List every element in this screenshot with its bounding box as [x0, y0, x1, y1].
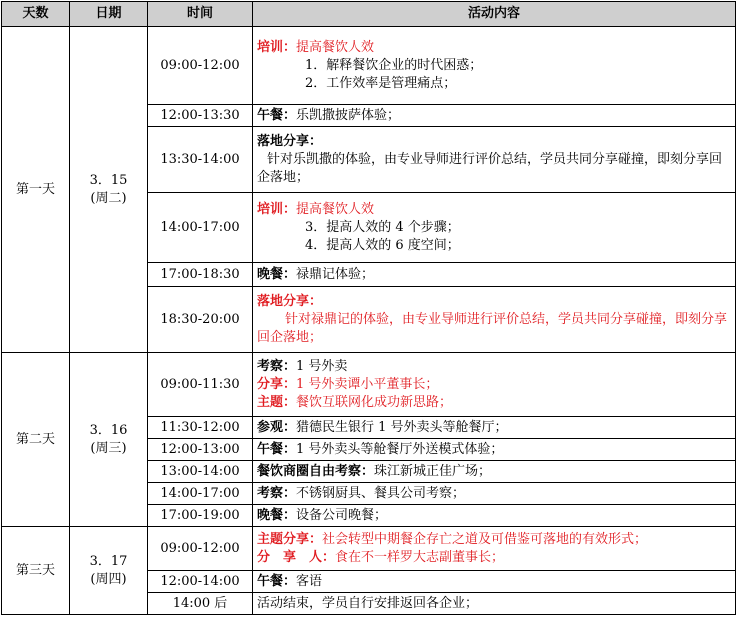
activity-label: 晚餐：: [257, 507, 297, 523]
activity-text: 珠江新城正佳广场；: [374, 463, 492, 479]
weekday-text: (周二): [90, 190, 127, 206]
day-cell: 第三天: [2, 527, 70, 615]
activity-cell: [253, 461, 736, 483]
time-cell: 09:00-12:00: [148, 527, 253, 571]
activity-cell: [253, 287, 736, 353]
activity-cell: [253, 439, 736, 461]
date-text: 3．15: [89, 172, 128, 188]
activity-cell: [253, 105, 736, 127]
time-cell: 11:30-12:00: [148, 417, 253, 439]
time-cell: 13:30-14:00: [148, 127, 253, 193]
table-row: [2, 527, 736, 571]
header-date: 日期: [70, 2, 148, 27]
weekday-text: (周三): [90, 440, 127, 456]
time-cell: 12:00-14:00: [148, 571, 253, 593]
time-cell: 17:00-19:00: [148, 505, 253, 527]
activity-cell: [253, 193, 736, 263]
activity-label: 培训：: [257, 201, 297, 217]
activity-label: 落地分享：: [257, 133, 323, 149]
time-cell: 13:00-14:00: [148, 461, 253, 483]
activity-line: 针对禄鼎记的体验，由专业导师进行评价总结，学员共同分享碰撞，即刻分享回企落地；: [257, 311, 728, 345]
date-cell: [70, 27, 148, 353]
header-time: 时间: [148, 2, 253, 27]
activity-label: 培训：: [257, 39, 297, 55]
time-cell: 09:00-11:30: [148, 353, 253, 417]
activity-line: 1．解释餐饮企业的时代困惑；: [305, 57, 483, 73]
activity-text: 食在不一样罗大志副董事长；: [335, 549, 505, 565]
activity-label: 考察：: [257, 358, 297, 374]
time-cell: 14:00-17:00: [148, 483, 253, 505]
activity-cell: [253, 483, 736, 505]
date-cell: [70, 353, 148, 527]
date-text: 3．17: [89, 553, 128, 569]
activity-text: 1 号外卖头等舱餐厅外送模式体验；: [296, 441, 504, 457]
activity-text: 餐饮互联网化成功新思路；: [296, 394, 453, 410]
activity-text: 不锈钢厨具、餐具公司考察；: [296, 485, 466, 501]
activity-line: 活动结束，学员自行安排返回各企业；: [257, 595, 479, 611]
time-cell: 14:00 后: [148, 593, 253, 615]
header-day: 天数: [2, 2, 70, 27]
activity-label: 分享：: [257, 376, 297, 392]
activity-line: 2．工作效率是管理痛点；: [305, 75, 457, 91]
activity-cell: [253, 127, 736, 193]
activity-text: 提高餐饮人效: [296, 39, 375, 55]
activity-text: 社会转型中期餐企存亡之道及可借鉴可落地的有效形式；: [322, 531, 648, 547]
activity-label: 主题分享：: [257, 531, 323, 547]
time-cell: 18:30-20:00: [148, 287, 253, 353]
activity-text: 1 号外卖: [296, 358, 348, 374]
table-row: [2, 27, 736, 105]
day-cell: 第一天: [2, 27, 70, 353]
activity-cell: [253, 27, 736, 105]
day-cell: 第二天: [2, 353, 70, 527]
time-cell: 14:00-17:00: [148, 193, 253, 263]
time-cell: 17:00-18:30: [148, 263, 253, 287]
time-cell: 09:00-12:00: [148, 27, 253, 105]
header-activity: 活动内容: [253, 2, 736, 27]
activity-label: 主题：: [257, 394, 297, 410]
activity-label: 晚餐：: [257, 266, 297, 282]
activity-text: 乐凯撒披萨体验；: [296, 107, 401, 123]
schedule-table: [1, 1, 736, 615]
activity-cell: [253, 353, 736, 417]
activity-label: 参观：: [257, 419, 297, 435]
activity-cell: [253, 527, 736, 571]
activity-line: 针对乐凯撒的体验，由专业导师进行评价总结，学员共同分享碰撞，即刻分享回企落地；: [257, 151, 723, 185]
date-text: 3．16: [89, 422, 128, 438]
activity-text: 1 号外卖谭小平董事长；: [296, 376, 439, 392]
activity-text: 提高餐饮人效: [296, 201, 375, 217]
table-row: [2, 353, 736, 417]
activity-text: 客语: [296, 573, 323, 589]
activity-text: 设备公司晚餐；: [296, 507, 388, 523]
activity-text: 禄鼎记体验；: [296, 266, 375, 282]
time-cell: 12:00-13:30: [148, 105, 253, 127]
activity-cell: [253, 417, 736, 439]
header-row: [2, 2, 736, 27]
activity-line: 4．提高人效的 6 度空间；: [305, 237, 460, 253]
activity-label: 午餐：: [257, 441, 297, 457]
activity-label: 落地分享：: [257, 293, 323, 309]
weekday-text: (周四): [90, 571, 127, 587]
activity-label: 考察：: [257, 485, 297, 501]
activity-label: 餐饮商圈自由考察：: [257, 463, 375, 479]
activity-label: 午餐：: [257, 107, 297, 123]
date-cell: [70, 527, 148, 615]
activity-cell: [253, 263, 736, 287]
activity-cell: [253, 593, 736, 615]
activity-text: 猎德民生银行 1 号外卖头等舱餐厅；: [296, 419, 508, 435]
time-cell: 12:00-13:00: [148, 439, 253, 461]
activity-line: 3．提高人效的 4 个步骤；: [305, 219, 460, 235]
activity-label: 分 享 人：: [257, 549, 336, 565]
activity-cell: [253, 571, 736, 593]
activity-label: 午餐：: [257, 573, 297, 589]
activity-cell: [253, 505, 736, 527]
